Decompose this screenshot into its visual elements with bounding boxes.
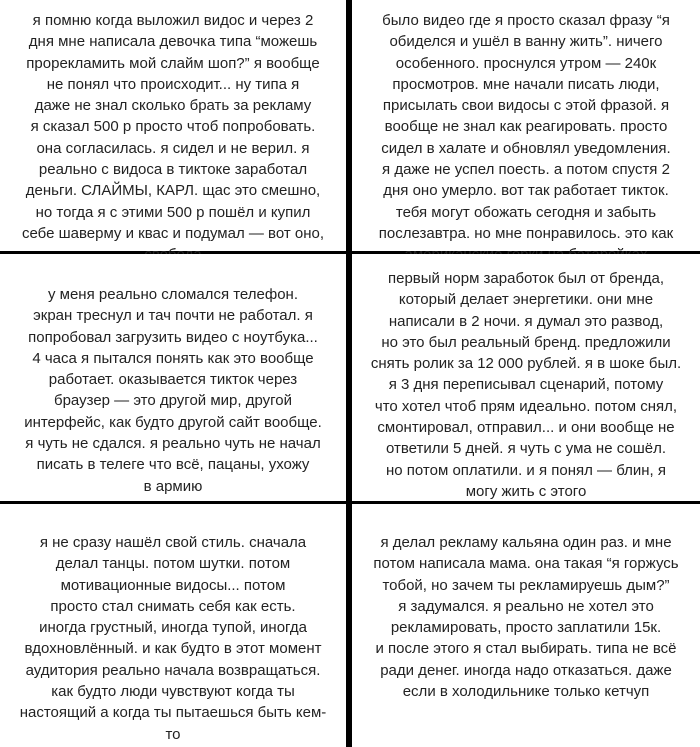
story-panel-hookah-ad [352, 504, 700, 747]
story-panel-finding-style [0, 504, 346, 747]
story-text: у меня реально сломался телефон. экран треснул и тач почти не работал. я попробовал загрузить видео с ноутбука... 4 часа я пытался понять как это вообще работает. оказывается тикток через браузер — это другой мир, другой интерфейс, как будто другой сайт вообще. я чуть не сдался. я реально чуть не начал писать в телеге что всё, пацаны, ухожу в армию [24, 286, 322, 495]
story-text: было видео где я просто сказал фразу “я обиделся и ушёл в ванну жить”. ничего особенного. проснулся утром — 240к просмотров. мне начали писать люди, присылать свои видосы с этой фразой. я вообще не знал как реагировать. просто сидел в халате и обновлял уведомления. я даже не успел поесть. а потом спустя 2 дня оно умерло. вот так работает тикток. тебя могут обожать сегодня и забыть послезавтра. но мне понравилось. это как [378, 12, 674, 242]
story-text: первый норм заработок был от бренда, который делает энергетики. они мне написали в 2 ночи. я думал это развод, но это был реальный бренд. предложили снять ролик за 12 000 рублей. я в шоке был. я 3 дня переписывал сценарий, потому что хотел чтоб прям идеально. потом снял, смонтировал, отправил... и они вообще не ответили 5 дней. я чуть с ума не сошёл. но потом оплатили. и я понял — блин, я могу жить с этого [370, 270, 682, 500]
story-panel-energy-brand [352, 254, 700, 501]
story-panel-viral-phrase [352, 0, 700, 251]
story-panel-broken-phone [0, 254, 346, 501]
story-text: я помню когда выложил видос и через 2 дня мне написала девочка типа “можешь прорекламить мой слайм шоп?” я вообще не понял что происходит... ну типа я даже не знал сколько брать за рекламу я сказал 500 р просто чтоб попробовать. она согласилась. я сидел и не верил. я реально с видоса в тиктоке заработал деньги. СЛАЙМЫ, КАРЛ. щас это смешно, но тогда я с этими 500 р пошёл и купил себе шаверму и квас и подумал — вот оно, [21, 12, 325, 242]
story-text: я делал рекламу кальяна один раз. и мне потом написала мама. она такая “я горжусь тобой, но зачем ты рекламируешь дым?” я задумался. я реально не хотел это рекламировать, просто заплатили 15к. и после этого я стал выбирать. типа не всё ради денег. иногда надо отказаться. даже если в холодильнике только кетчуп [373, 534, 679, 701]
story-text: я не сразу нашёл свой стиль. сначала делал танцы. потом шутки. потом мотивационные видосы... потом просто стал снимать себя как есть. иногда грустный, иногда тупой, иногда вдохновлённый. и как будто в этот момент аудитория реально начала возвращаться. как будто люди чувствуют когда ты настоящий а когда ты пытаешься быть кем- то [19, 534, 327, 743]
story-panel-slime-shop [0, 0, 346, 251]
